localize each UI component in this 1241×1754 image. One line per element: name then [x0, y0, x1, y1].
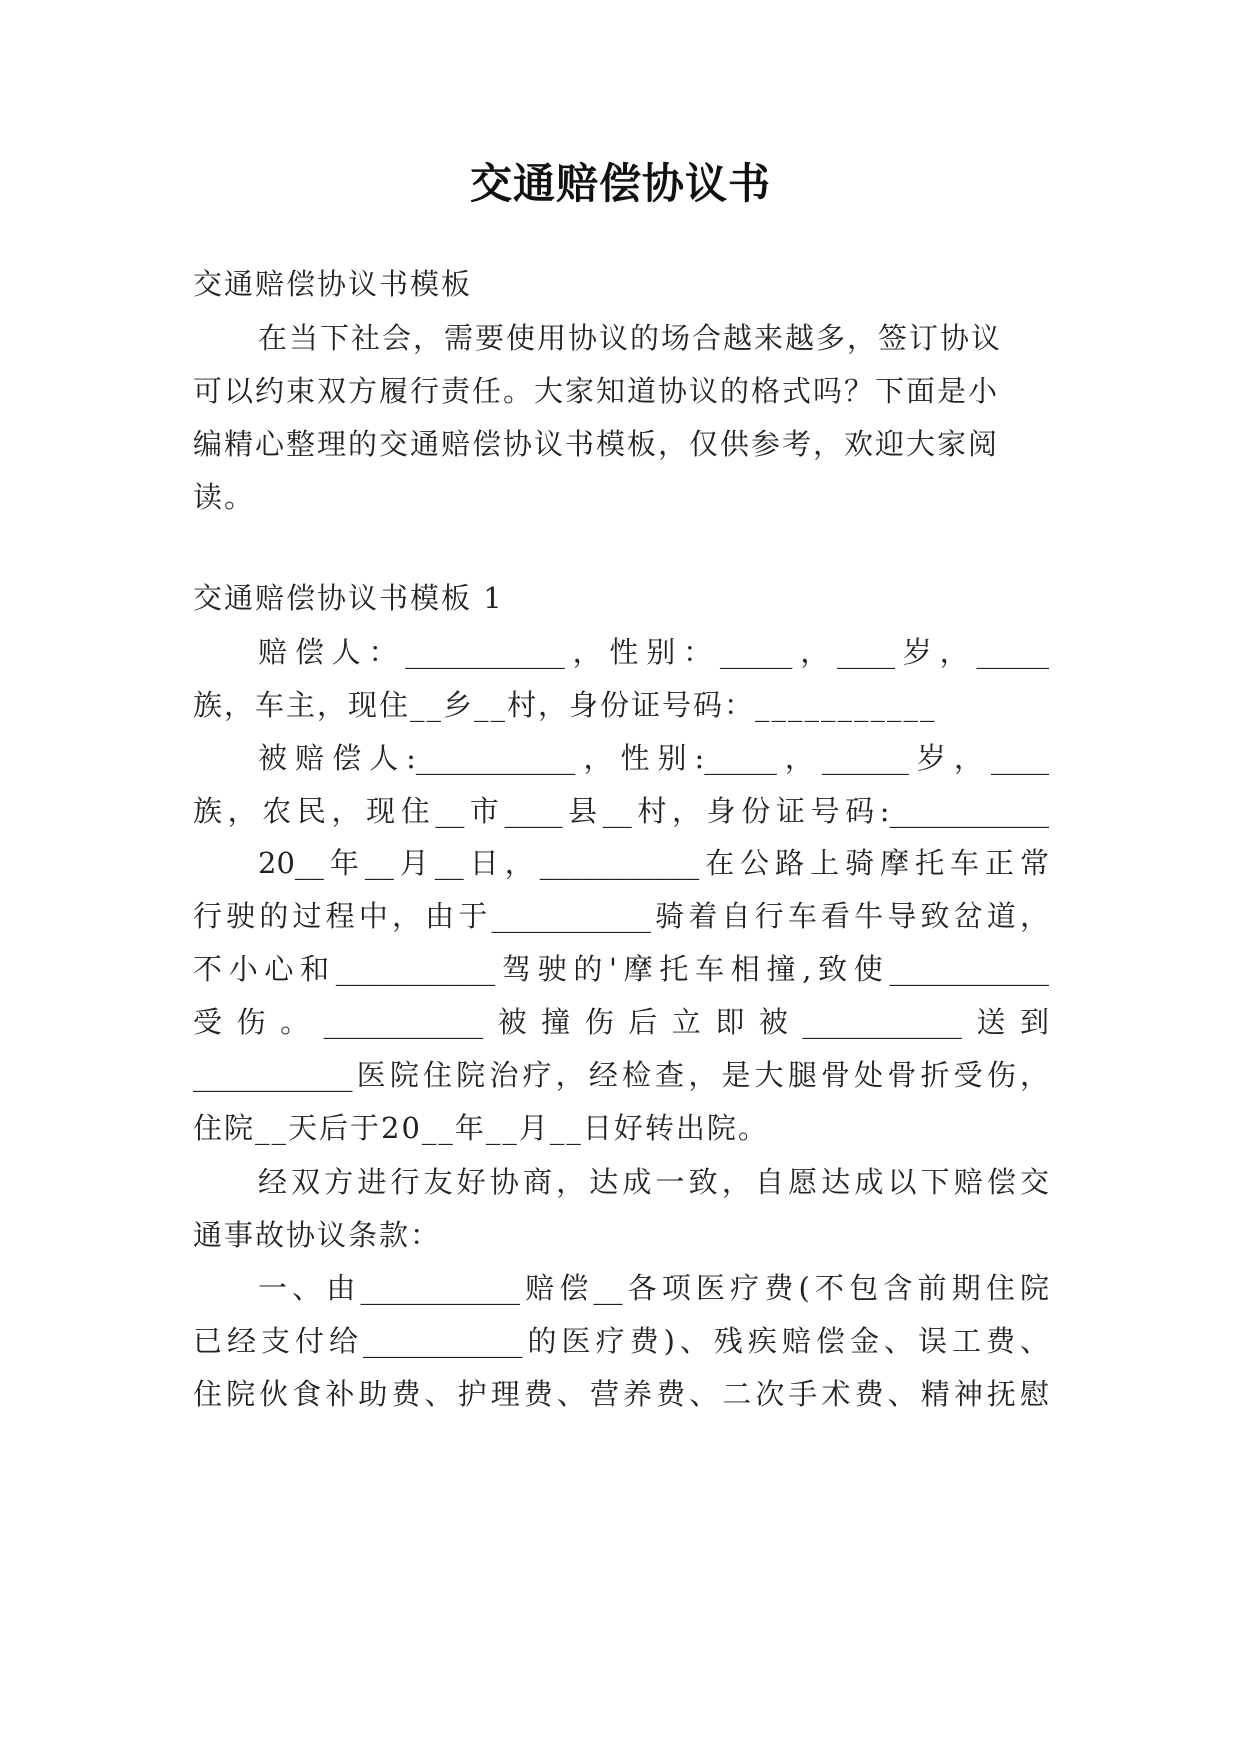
body-line: 不小心和___________驾驶的'摩托车相撞,致使___________ — [193, 952, 1049, 986]
section-heading: 交通赔偿协议书模板 1 — [193, 581, 504, 615]
body-line: 住院伙食补助费、护理费、营养费、二次手术费、精神抚慰 — [193, 1377, 1049, 1411]
intro-line: 读。 — [193, 480, 256, 514]
body-line: 通事故协议条款： — [193, 1218, 442, 1252]
body-line: 行驶的过程中，由于___________骑着自行车看牛导致岔道， — [193, 899, 1049, 933]
body-line: 一、由___________赔偿__各项医疗费(不包含前期住院 — [258, 1271, 1049, 1305]
document-subtitle: 交通赔偿协议书模板 — [193, 267, 473, 301]
body-line: ___________医院住院治疗，经检查，是大腿骨处骨折受伤， — [193, 1058, 1049, 1092]
body-line: 已经支付给___________的医疗费)、残疾赔偿金、误工费、 — [193, 1324, 1049, 1358]
body-line: 赔偿人：___________，性别：_____，____岁，_____ — [258, 635, 1049, 669]
body-line: 族，车主，现住__乡__村，身份证号码：___________ — [193, 688, 937, 722]
body-line: 经双方进行友好协商，达成一致，自愿达成以下赔偿交 — [258, 1165, 1049, 1199]
body-line: 受伤。___________被撞伤后立即被___________送到 — [193, 1005, 1049, 1039]
body-line: 族，农民，现住__市____县__村，身份证号码:___________ — [193, 794, 1049, 828]
body-line: 被赔偿人:___________，性别:_____，______岁，____ — [258, 741, 1049, 775]
intro-line: 在当下社会，需要使用协议的场合越来越多，签订协议 — [258, 321, 1003, 355]
intro-line: 编精心整理的交通赔偿协议书模板，仅供参考，欢迎大家阅 — [193, 427, 1000, 461]
body-line: 20__年__月__日，___________在公路上骑摩托车正常 — [258, 846, 1049, 880]
document-title: 交通赔偿协议书 — [469, 159, 771, 208]
body-line: 住院__天后于20__年__月__日好转出院。 — [193, 1111, 769, 1145]
intro-line: 可以约束双方履行责任。大家知道协议的格式吗？下面是小 — [193, 374, 1000, 408]
